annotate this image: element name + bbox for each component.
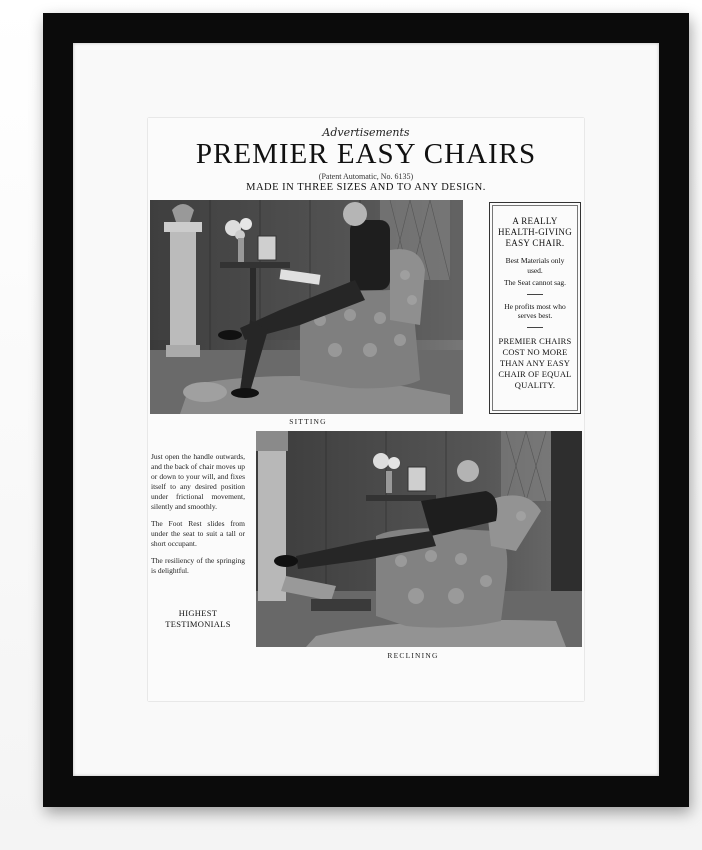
box-bottom-text: [497, 336, 573, 391]
box-headline-3: EASY CHAIR.: [505, 238, 565, 248]
box-divider-1: [527, 294, 543, 295]
advertisement-page: [148, 118, 584, 701]
box-divider-2: [527, 327, 543, 328]
box-bottom-line-1: PREMIER CHAIRS: [498, 335, 572, 346]
testimonials-line-2: TESTIMONIALS: [165, 619, 231, 629]
box-line-profits: He profits most who serves best.: [504, 301, 566, 320]
box-headline-2: HEALTH-GIVING: [497, 227, 573, 237]
testimonials-text: [151, 608, 245, 630]
sitting-photo: [150, 200, 463, 414]
box-bottom-line-4: CHAIR OF EQUAL: [498, 368, 572, 379]
feature-box-inner: [492, 205, 578, 411]
reclining-caption: RECLINING: [387, 651, 439, 660]
testimonials-line-1: HIGHEST: [178, 608, 218, 618]
sizes-line: MADE IN THREE SIZES AND TO ANY DESIGN.: [246, 182, 486, 193]
description-para-2: The Foot Rest slides from under the seat to suit a tall or short occupant.: [151, 519, 245, 548]
box-bottom-line-3: THAN ANY EASY: [499, 357, 571, 368]
box-headline-1: A REALLY: [512, 216, 558, 226]
box-bottom-line-5: QUALITY.: [514, 379, 556, 390]
box-line-materials: Best Materials only used.: [505, 256, 565, 275]
patent-line: (Patent Automatic, No. 6135): [318, 172, 414, 181]
feature-box: [489, 202, 581, 414]
description-para-1: Just open the handle outwards, and the back of chair moves up or down to your will, and fixes itself to any desired position under frictional movement, silently and smoothly.: [151, 452, 245, 511]
description-para-3: The resiliency of the springing is delightful.: [151, 556, 245, 575]
description-text: [151, 452, 245, 583]
page-title: PREMIER EASY CHAIRS: [195, 138, 537, 170]
reclining-photo: [256, 431, 582, 647]
sitting-caption: SITTING: [289, 417, 327, 426]
box-bottom-line-2: COST NO MORE: [502, 346, 568, 357]
box-line-seat: The Seat cannot sag.: [503, 278, 567, 287]
advertisements-header: Advertisements: [322, 126, 410, 139]
